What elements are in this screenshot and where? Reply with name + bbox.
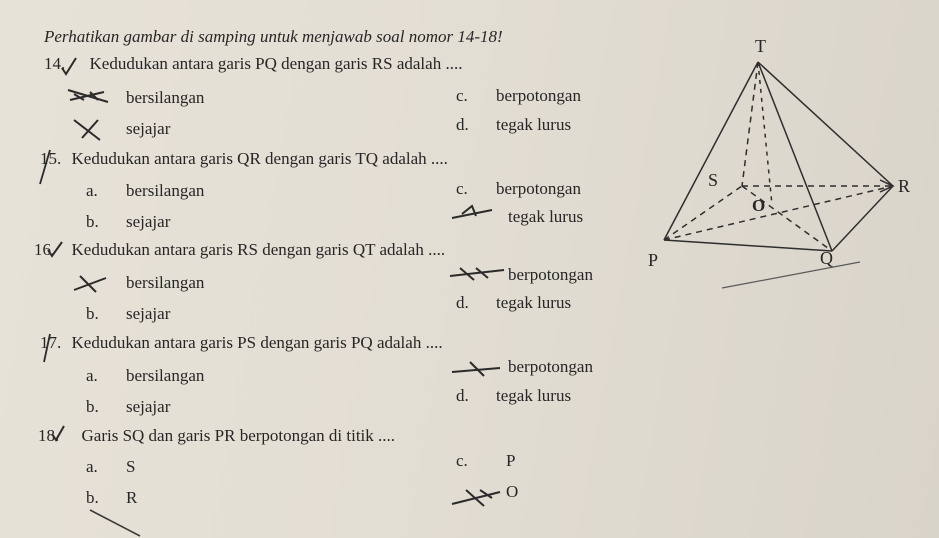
option-text: S — [126, 457, 136, 476]
question-number: 16. — [34, 240, 56, 259]
pencil-slash-icon — [40, 150, 50, 362]
crossed-answer-icon — [452, 490, 500, 506]
option-letter: d. — [456, 115, 469, 134]
option-text: tegak lurus — [496, 115, 572, 134]
option-letter: b. — [86, 212, 99, 231]
option-text: bersilangan — [126, 273, 205, 292]
option-text: R — [126, 488, 138, 507]
option-text: sejajar — [126, 119, 171, 138]
option-text: tegak lurus — [496, 293, 572, 312]
option-text: berpotongan — [496, 86, 581, 105]
checkmark-icon — [52, 426, 64, 440]
option-text: bersilangan — [126, 88, 205, 107]
question-text: Kedudukan antara garis PS dengan garis PQ adalah .... — [71, 333, 443, 352]
option-letter: c. — [456, 451, 468, 470]
option-text: sejajar — [126, 212, 171, 231]
question-text: Kedudukan antara garis QR dengan garis TQ adalah .... — [71, 149, 448, 168]
option-letter: c. — [456, 179, 468, 198]
pyramid-figure — [664, 62, 893, 288]
checkmark-icon — [62, 58, 76, 74]
question-text: Garis SQ dan garis PR berpotongan di titik .... — [81, 426, 396, 445]
question-text: Kedudukan antara garis PQ dengan garis RS adalah .... — [89, 54, 463, 73]
option-letter: b. — [86, 397, 99, 416]
vertex-label-r: R — [898, 176, 911, 196]
option-text: P — [506, 451, 516, 470]
vertex-label-s: S — [708, 170, 719, 190]
option-letter: a. — [86, 181, 98, 200]
option-letter: a. — [86, 366, 98, 385]
question-number: 18. — [38, 426, 60, 445]
vertex-label-o: O — [752, 196, 766, 215]
option-text: tegak lurus — [508, 207, 584, 226]
option-text: berpotongan — [508, 265, 593, 284]
option-letter: b. — [86, 304, 99, 323]
crossed-answer-icon — [74, 276, 106, 292]
option-text: bersilangan — [126, 366, 205, 385]
option-text: berpotongan — [496, 179, 581, 198]
question-text: Kedudukan antara garis RS dengan garis QT adalah .... — [71, 240, 446, 259]
crossed-answer-icon — [452, 206, 492, 218]
crossed-answer-icon — [450, 268, 504, 280]
option-letter: b. — [86, 488, 99, 507]
crossed-answer-icon — [68, 90, 108, 102]
vertex-label-t: T — [755, 36, 766, 56]
question-number: 17. — [40, 333, 62, 352]
crossed-answer-icon — [452, 362, 500, 376]
instruction-text: Perhatikan gambar di samping untuk menjawab soal nomor 14-18! — [44, 27, 503, 46]
option-letter: a. — [86, 457, 98, 476]
crossed-answer-icon — [74, 120, 100, 140]
option-text: bersilangan — [126, 181, 205, 200]
checkmark-icon — [48, 242, 62, 256]
option-letter: c. — [456, 86, 468, 105]
option-text: berpotongan — [508, 357, 593, 376]
pencil-stroke-icon — [90, 510, 140, 536]
question-number: 14. — [44, 54, 66, 73]
vertex-label-p: P — [648, 250, 659, 270]
option-letter: d. — [456, 386, 469, 405]
option-text: tegak lurus — [496, 386, 572, 405]
question-number: 15. — [40, 149, 62, 168]
option-text: sejajar — [126, 397, 171, 416]
option-letter: d. — [456, 293, 469, 312]
vertex-label-q: Q — [820, 248, 833, 268]
option-text: O — [506, 482, 519, 501]
option-text: sejajar — [126, 304, 171, 323]
